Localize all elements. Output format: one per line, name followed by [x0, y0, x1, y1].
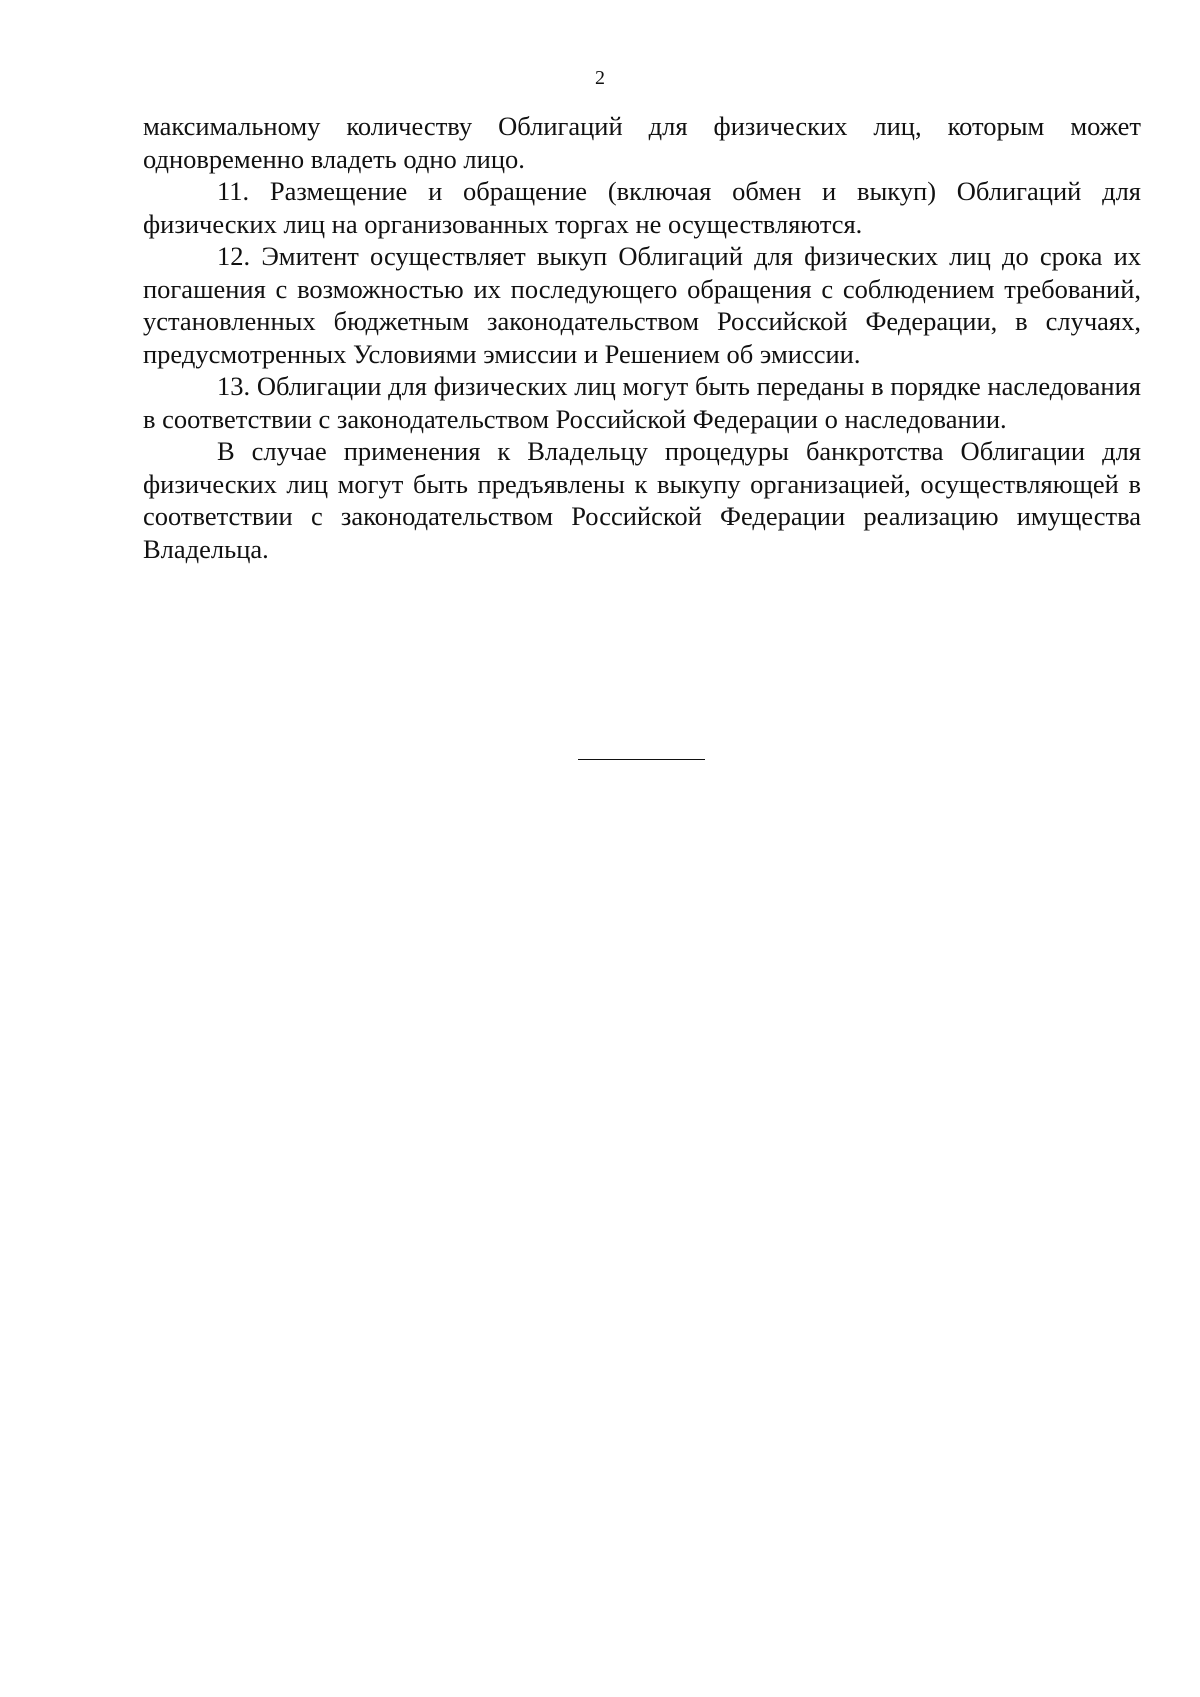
paragraph-item-13: 13. Облигации для физических лиц могут быть переданы в порядке наследования в соответствии с законодательством Российской Федерации о наследовании.	[143, 371, 1141, 434]
page-number: 2	[595, 67, 605, 89]
paragraph-item-12: 12. Эмитент осуществляет выкуп Облигаций для физических лиц до срока их погашения с возможностью их последующего обращения с соблюдением требований, установленных бюджетным законодательством Российской Федерации, в случаях, предусмотренных Условиями эмиссии и Решением об эмиссии.	[143, 241, 1141, 369]
paragraph-item-11: 11. Размещение и обращение (включая обмен и выкуп) Облигаций для физических лиц на организованных торгах не осуществляются.	[143, 176, 1141, 239]
paragraph-bankruptcy: В случае применения к Владельцу процедуры банкротства Облигации для физических лиц могут быть предъявлены к выкупу организацией, осуществляющей в соответствии с законодательством Российской Федерации реализацию имущества Владельца.	[143, 436, 1141, 564]
end-of-document-rule	[578, 759, 705, 760]
document-body	[143, 110, 1141, 565]
paragraph-continuation: максимальному количеству Облигаций для физических лиц, которым может одновременно владеть одно лицо.	[143, 111, 1141, 174]
